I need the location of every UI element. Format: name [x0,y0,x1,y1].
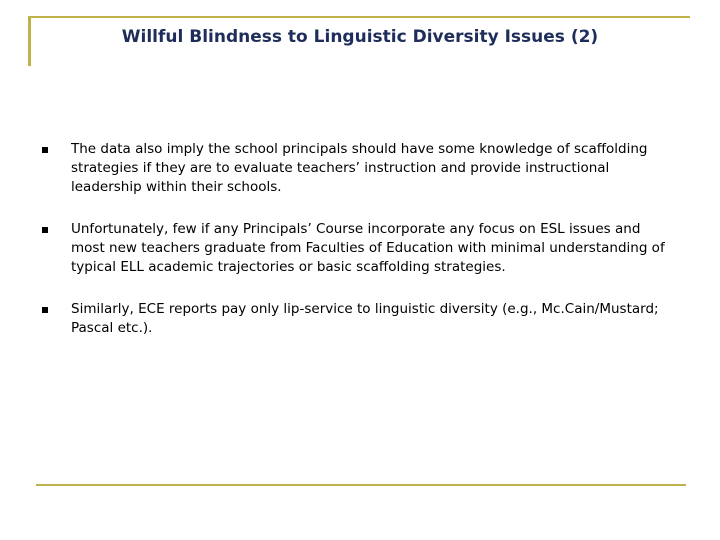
square-bullet-icon [42,227,48,233]
square-bullet-icon [42,307,48,313]
bullet-list [40,140,670,361]
top-accent-line [28,16,690,18]
slide-title: Willful Blindness to Linguistic Diversity Issues (2) [121,27,599,47]
bullet-text: Similarly, ECE reports pay only lip-service to linguistic diversity (e.g., Mc.Cain/Mustard; Pascal etc.). [71,301,659,336]
bullet-item [40,300,670,338]
bullet-item [40,220,670,277]
bullet-text: Unfortunately, few if any Principals’ Course incorporate any focus on ESL issues and most new teachers graduate from Faculties of Education with minimal understanding of typical ELL academic trajectories or basic scaffolding strategies. [71,221,665,275]
bullet-item [40,140,670,197]
bullet-text: The data also imply the school principals should have some knowledge of scaffolding strategies if they are to evaluate teachers’ instruction and provide instructional leadership within their schools. [71,141,648,195]
left-accent-line [28,16,31,66]
square-bullet-icon [42,147,48,153]
bottom-accent-line [36,484,686,486]
